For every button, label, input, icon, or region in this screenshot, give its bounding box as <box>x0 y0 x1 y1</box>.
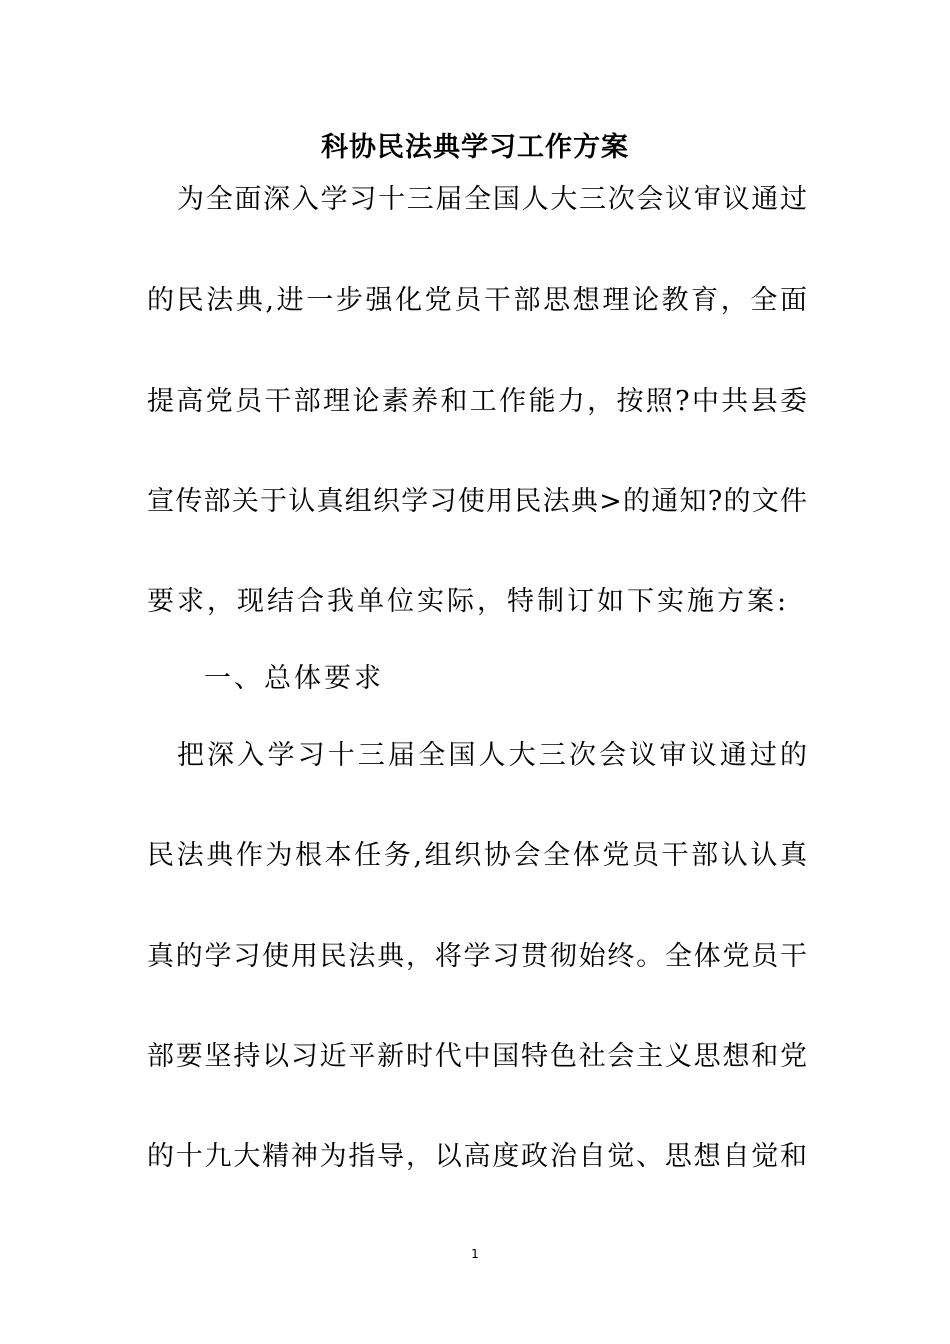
document-title: 科协民法典学习工作方案 <box>321 132 629 163</box>
paragraph-line: 宣传部关于认真组织学习使用民法典>的通知?的文件 <box>147 486 807 517</box>
paragraph-line: 提高党员干部理论素养和工作能力，按照?中共县委 <box>147 386 807 417</box>
paragraph-line: 把深入学习十三届全国人大三次会议审议通过的 <box>177 740 807 771</box>
section-heading: 一、总体要求 <box>204 663 384 694</box>
paragraph-line: 真的学习使用民法典，将学习贯彻始终。全体党员干 <box>147 941 807 972</box>
paragraph-line: 为全面深入学习十三届全国人大三次会议审议通过 <box>177 184 807 215</box>
page-number: 1 <box>471 1247 479 1261</box>
paragraph-line: 的民法典,进一步强化党员干部思想理论教育，全面 <box>147 285 807 316</box>
paragraph-line: 民法典作为根本任务,组织协会全体党员干部认认真 <box>147 840 807 871</box>
paragraph-line: 的十九大精神为指导，以高度政治自觉、思想自觉和 <box>147 1141 807 1172</box>
paragraph-line: 要求，现结合我单位实际，特制订如下实施方案: <box>147 586 790 617</box>
paragraph-line: 部要坚持以习近平新时代中国特色社会主义思想和党 <box>147 1041 807 1072</box>
